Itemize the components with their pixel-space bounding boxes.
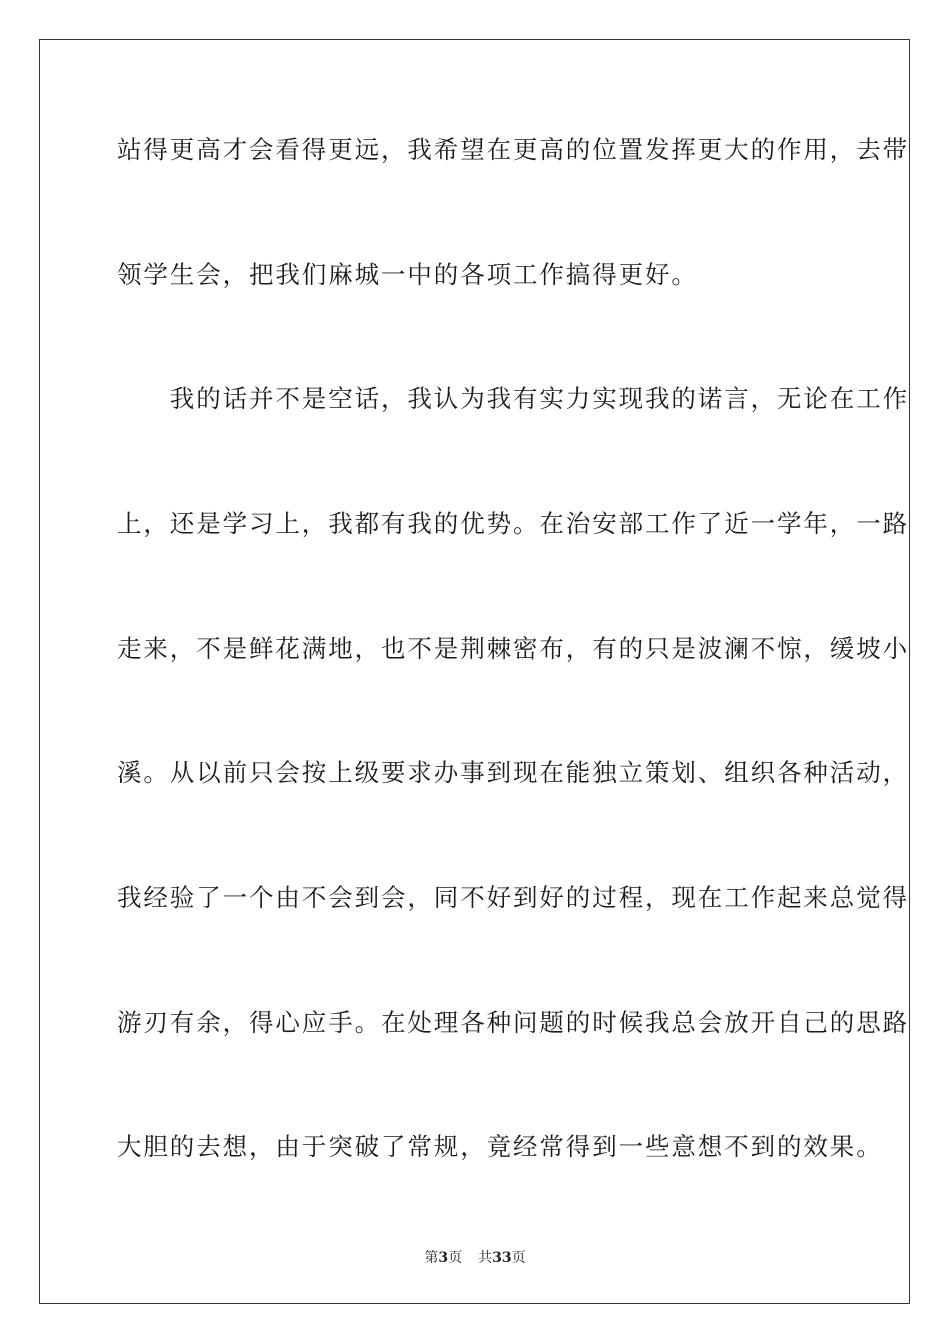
- text-line-7: 我经验了一个由不会到会，同不好到好的过程，现在工作起来总觉得: [117, 883, 909, 912]
- text-line-3: 我的话并不是空话，我认为我有实力实现我的诺言，无论在工作: [117, 384, 909, 413]
- total-suffix: 页: [511, 1250, 526, 1266]
- text-line-6: 溪。从以前只会按上级要求办事到现在能独立策划、组织各种活动，: [117, 758, 909, 787]
- text-line-5: 走来，不是鲜花满地，也不是荆棘密布，有的只是波澜不惊，缓坡小: [117, 634, 909, 663]
- page-number: 3: [438, 1250, 449, 1266]
- total-prefix: 共: [478, 1250, 493, 1266]
- text-line-4: 上，还是学习上，我都有我的优势。在治安部工作了近一学年，一路: [117, 509, 909, 538]
- page-border: [39, 39, 910, 1304]
- page-footer: [0, 1249, 950, 1267]
- text-line-9: 大胆的去想，由于突破了常规，竟经常得到一些意想不到的效果。: [117, 1132, 883, 1161]
- text-line-1: 站得更高才会看得更远，我希望在更高的位置发挥更大的作用，去带: [117, 135, 909, 164]
- text-line-8: 游刃有余，得心应手。在处理各种问题的时候我总会放开自己的思路: [117, 1008, 909, 1037]
- page-prefix: 第: [424, 1250, 439, 1266]
- page-suffix: 页: [448, 1250, 463, 1266]
- total-pages: 33: [492, 1250, 512, 1266]
- text-line-2: 领学生会，把我们麻城一中的各项工作搞得更好。: [117, 260, 698, 289]
